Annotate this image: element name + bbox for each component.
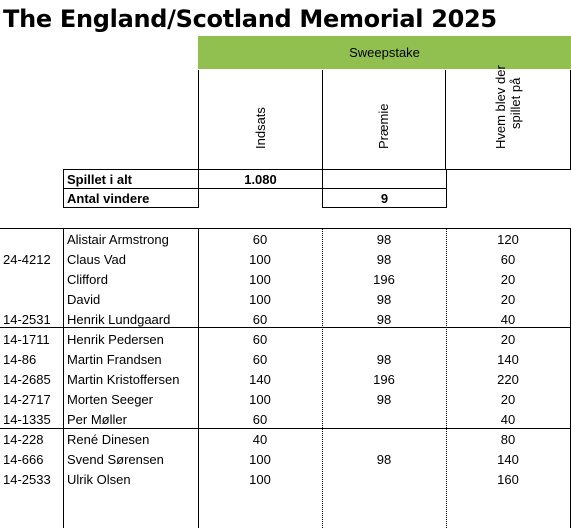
row-name: Ulrik Olsen (67, 472, 131, 487)
table-row (0, 309, 571, 329)
row-id: 14-2531 (3, 312, 51, 327)
row-indsats: 60 (252, 412, 268, 427)
table-row (0, 289, 571, 309)
row-hvem: 160 (497, 472, 519, 487)
row-hvem: 20 (500, 292, 516, 307)
row-indsats: 100 (249, 392, 271, 407)
row-indsats: 40 (252, 432, 268, 447)
row-hvem: 140 (497, 352, 519, 367)
row-indsats: 100 (249, 452, 271, 467)
row-praemie: 98 (376, 252, 392, 267)
spillet-value: 1.080 (198, 169, 323, 189)
row-hvem: 140 (497, 452, 519, 467)
table-row (0, 249, 571, 269)
row-hvem: 20 (500, 272, 516, 287)
table-row (0, 409, 571, 429)
table-row (0, 369, 571, 389)
table-row (0, 269, 571, 289)
page-title: The England/Scotland Memorial 2025 (3, 5, 497, 33)
row-hvem: 40 (500, 312, 516, 327)
row-praemie: 98 (376, 352, 392, 367)
row-name: René Dinesen (67, 432, 150, 447)
row-hvem: 20 (500, 392, 516, 407)
row-name: Alistair Armstrong (67, 232, 169, 247)
table-row (0, 429, 571, 449)
row-indsats: 60 (252, 312, 268, 327)
row-name: Morten Seeger (67, 392, 153, 407)
row-name: Claus Vad (67, 252, 127, 267)
row-hvem: 40 (500, 412, 516, 427)
table-row (0, 389, 571, 409)
row-praemie: 98 (376, 292, 392, 307)
row-name: David (67, 292, 101, 307)
indsats-header (198, 70, 323, 170)
row-praemie: 196 (373, 272, 395, 287)
table-row (0, 449, 571, 469)
row-indsats: 60 (252, 232, 268, 247)
row-id: 14-228 (3, 432, 44, 447)
row-indsats: 60 (252, 332, 268, 347)
vindere-value: 9 (322, 188, 447, 208)
row-indsats: 140 (249, 372, 271, 387)
praemie-header (322, 70, 446, 170)
row-id: 14-2533 (3, 472, 51, 487)
spillet-praemie-cell (322, 169, 447, 189)
row-indsats: 100 (249, 272, 271, 287)
row-indsats: 100 (249, 472, 271, 487)
row-praemie: 98 (376, 312, 392, 327)
table-row (0, 329, 571, 349)
row-hvem: 220 (497, 372, 519, 387)
table-row (0, 349, 571, 369)
row-indsats: 60 (252, 352, 268, 367)
row-id: 14-666 (3, 452, 44, 467)
row-id: 14-86 (3, 352, 37, 367)
row-praemie: 98 (376, 392, 392, 407)
hvem-label-line2: spillet på (508, 77, 523, 129)
table-row (0, 469, 571, 489)
row-indsats: 100 (249, 292, 271, 307)
spillet-label: Spillet i alt (63, 169, 199, 189)
hvem-label-line1: Hvem blev der (493, 65, 508, 149)
row-id: 24-4212 (3, 252, 51, 267)
praemie-label: Præmie (375, 103, 391, 149)
hvem-header (446, 65, 571, 170)
row-hvem: 120 (497, 232, 519, 247)
sweepstake-label: Sweepstake (349, 45, 420, 60)
row-name: Henrik Pedersen (67, 332, 164, 347)
row-id: 14-2717 (3, 392, 51, 407)
row-id: 14-1711 (3, 332, 50, 347)
row-name: Henrik Lundgaard (67, 312, 171, 327)
vindere-label: Antal vindere (63, 188, 199, 208)
row-name: Per Møller (67, 412, 127, 427)
row-praemie: 98 (376, 452, 392, 467)
sweepstake-header (198, 36, 571, 69)
row-hvem: 60 (500, 252, 516, 267)
table-row (0, 229, 571, 249)
row-praemie: 98 (376, 232, 392, 247)
row-name: Svend Sørensen (67, 452, 164, 467)
indsats-label: Indsats (252, 107, 268, 149)
row-hvem: 20 (500, 332, 516, 347)
row-hvem: 80 (500, 432, 516, 447)
row-name: Martin Frandsen (67, 352, 162, 367)
row-id: 14-2685 (3, 372, 51, 387)
row-id: 14-1335 (3, 412, 51, 427)
row-praemie: 196 (373, 372, 395, 387)
row-name: Martin Kristoffersen (67, 372, 180, 387)
row-indsats: 100 (249, 252, 271, 267)
row-name: Clifford (67, 272, 108, 287)
